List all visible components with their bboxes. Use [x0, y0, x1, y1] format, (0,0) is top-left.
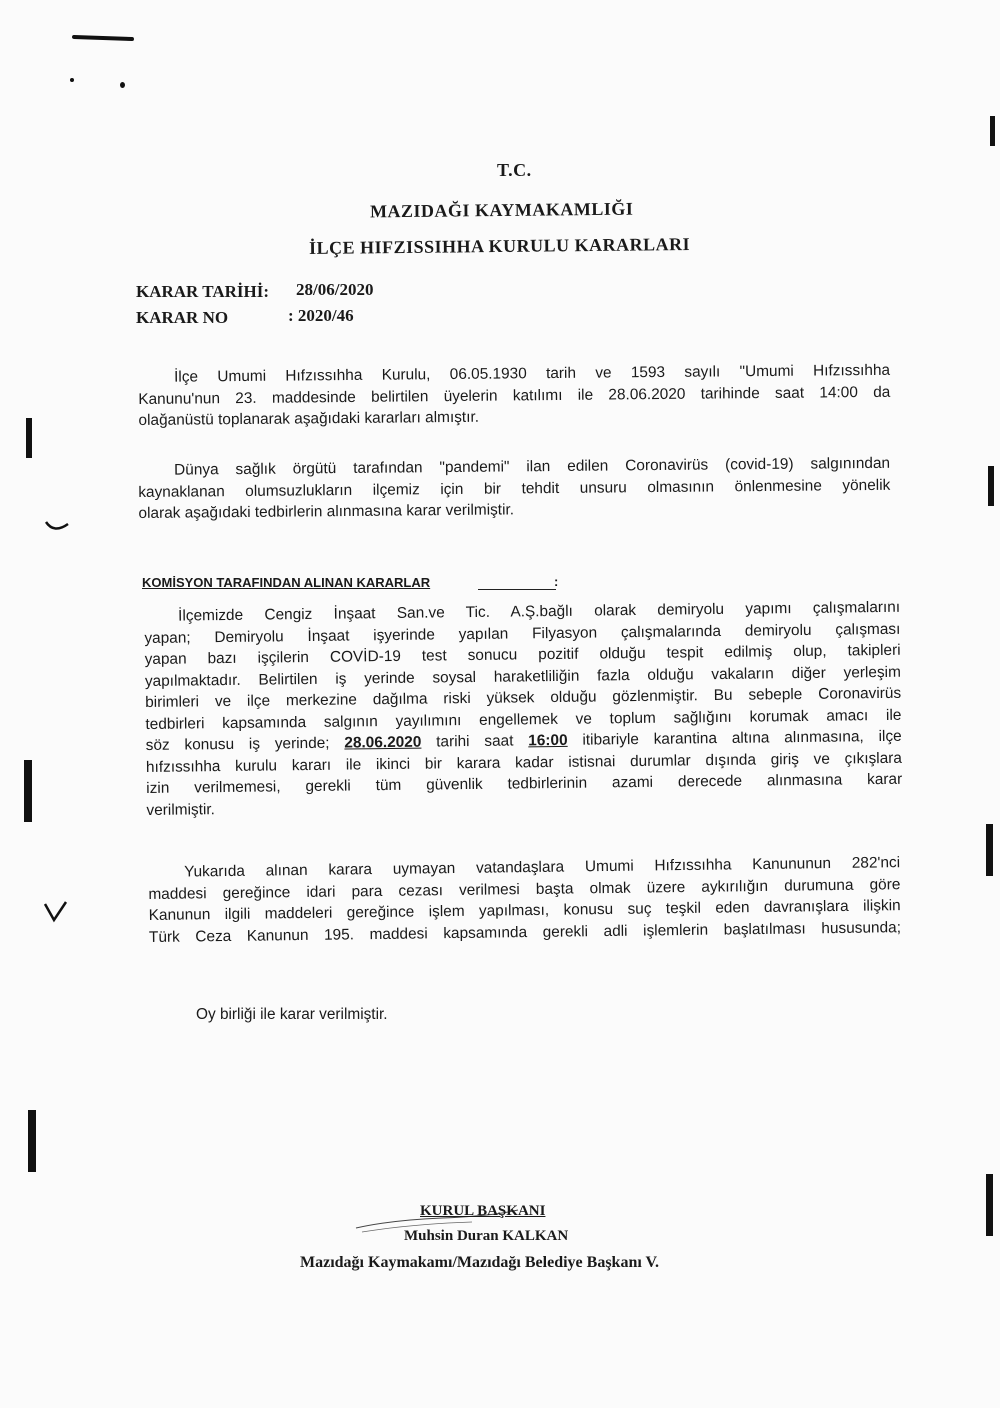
board-heading: İLÇE HIFZISSIHHA KURULU KARARLARI: [308, 234, 691, 258]
paragraph-line: yapılmaktadır. Belirtilen iş yerinde soysal haraketliliğin fazla olduğu vakaların diğer yerleşim: [144, 663, 901, 690]
scan-edge-mark: [986, 824, 993, 876]
paragraph-line: Yukarıda alınan karara uymayan vatandaşlara Umumi Hıfzıssıhha Kanununun 282'nci: [184, 854, 901, 881]
decision-date-value: 28/06/2020: [296, 280, 374, 299]
paragraph-line: olarak aşağıdaki tedbirlerin alınmasına karar verilmiştir.: [138, 501, 515, 522]
check-mark-icon: [44, 518, 70, 536]
office-heading: MAZIDAĞI KAYMAKAMLIĞI: [369, 198, 634, 222]
scan-dot: [120, 82, 125, 88]
scan-dot: [70, 78, 74, 82]
paragraph-line: Türk Ceza Kanunun 195. maddesi kapsamında gerekli adli işlemlerin başlatılması hususunda;: [148, 918, 902, 946]
paragraph-line: İlçe Umumi Hıfzıssıhha Kurulu, 06.05.1930 tarih ve 1593 sayılı "Umumi Hıfzıssıhha: [174, 361, 891, 386]
line-text: söz konusu iş yerinde;: [145, 734, 330, 754]
signature-name: Muhsin Duran KALKAN: [404, 1228, 569, 1244]
scan-edge-mark: [24, 760, 32, 822]
check-mark-icon: [42, 898, 68, 928]
decision-no-label: KARAR NO: [136, 308, 229, 327]
signature-role: KURUL BAŞKANI: [420, 1203, 546, 1219]
paragraph-line: İlçemizde Cengiz İnşaat San.ve Tic. A.Ş.bağlı olarak demiryolu yapımı çalışmalarını: [178, 598, 901, 625]
paragraph-line: olağanüstü toplanarak aşağıdaki kararları almıştır.: [138, 408, 480, 429]
section-title-colon: :: [554, 574, 559, 589]
quarantine-time: 16:00: [528, 731, 568, 750]
section-title-rule: [478, 589, 556, 590]
paragraph-line: yapan; Demiryolu İnşaat işyerinde yapılan Filyasyon çalışmalarında demiryolu çalışması: [144, 620, 901, 647]
scan-edge-mark: [988, 466, 994, 506]
paragraph-line: birimleri ve ilçe merkezine dağılma riski yüksek olduğu gözlenmiştir. Bu sebeple Coronavirüs: [145, 684, 902, 711]
signature-title: Mazıdağı Kaymakamı/Mazıdağı Belediye Başkanı V.: [300, 1254, 659, 1271]
scan-edge-mark: [26, 418, 32, 458]
paragraph-line: Kanunu'nun 23. maddesinde belirtilen üyelerin katılımı ile 28.06.2020 tarihinde saat 14:00 da: [138, 383, 891, 408]
closing-statement: Oy birliği ile karar verilmiştir.: [196, 1006, 388, 1023]
section-title: KOMİSYON TARAFINDAN ALINAN KARARLAR: [142, 575, 431, 590]
decision-paragraph: [144, 597, 903, 821]
scan-edge-mark: [28, 1110, 36, 1172]
scan-edge-mark: [986, 1174, 993, 1236]
quarantine-date: 28.06.2020: [344, 733, 422, 752]
intro-paragraph-1: [138, 360, 891, 432]
paragraph-line: Dünya sağlık örgütü tarafından "pandemi" ilan edilen Coronavirüs (covid-19) salgınından: [174, 454, 891, 479]
paragraph-line: tedbirleri kapsamında salgının yayılımını engellemek ve toplum sağlığını korumak amacı ile: [145, 706, 902, 733]
paragraph-line: izin verilmemesi, gerekli tüm güvenlik tedbirlerinin azami derecede alınmasına karar: [146, 770, 903, 797]
penalty-paragraph: [148, 852, 901, 948]
paragraph-line: kaynaklanan olumsuzlukların ilçemiz için bir tehdit unsuru olmasının önlenmesine yönelik: [138, 476, 891, 501]
scan-edge-mark: [990, 116, 995, 146]
paragraph-line: yapan bazı işçilerin COVİD-19 test sonucu pozitif olduğu tespit edilmiş olup, takipleri: [144, 641, 901, 668]
paragraph-line: verilmiştir.: [146, 800, 215, 819]
paragraph-line: Kanunun ilgili maddeleri gereğince işlem yapılması, konusu suç teşkil eden davranışlara ilişkin: [148, 897, 901, 924]
line-text: itibariyle karantina altına alınmasına, ilçe: [582, 727, 902, 749]
decision-date-label: KARAR TARİHİ:: [136, 282, 270, 301]
line-text: tarihi saat: [436, 732, 514, 751]
decision-no-value: : 2020/46: [288, 306, 354, 325]
country-heading: T.C.: [497, 160, 532, 180]
intro-paragraph-2: [138, 453, 891, 525]
paragraph-line: hıfzıssıhha kurulu kararı ile ikinci bir karara kadar istisnai durumlar dışında giriş ve çıkışlara: [145, 749, 903, 776]
paragraph-line: maddesi gereğince idari para cezası verilmesi başta olmak üzere aykırılığın durumuna göre: [148, 875, 901, 903]
scan-mark-top-left: [72, 35, 134, 41]
